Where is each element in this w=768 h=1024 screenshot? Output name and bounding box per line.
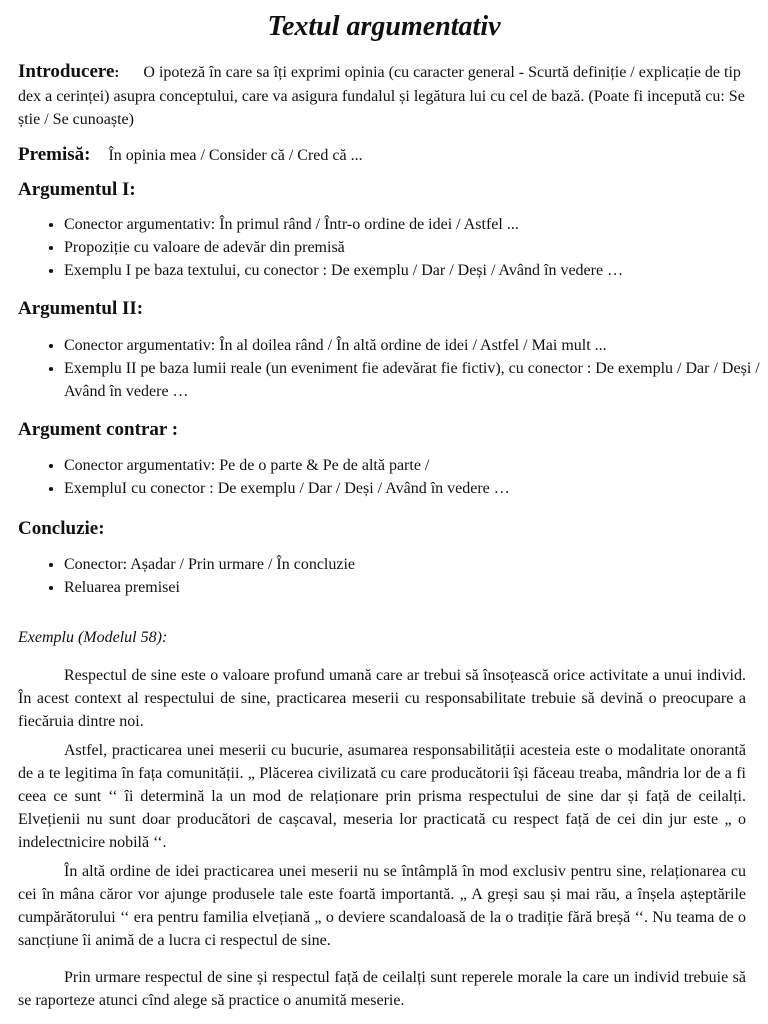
list-item: • Exemplu II pe baza lumii reale (un eveniment fie adevărat fie fictiv), cu conector : De exemplu / Dar / Deși / Având în vedere … <box>64 357 768 403</box>
section-list-argument-2 <box>18 334 768 403</box>
intro-text: O ipoteză în care sa îți exprimi opinia (cu caracter general - Scurtă definiție / explicație de tip dex a cerinței) asupra conceptului, care va asigura fundalul și legătura lui cu cel de bază. (Poate fi inceputǎ cu: Se știe / Se cunoaște) <box>18 64 745 128</box>
premisa-paragraph <box>18 143 758 167</box>
page-title: Textul argumentativ <box>267 11 501 42</box>
premisa-text: În opinia mea / Consider că / Cred că ... <box>108 147 363 164</box>
example-label: Exemplu (Modelul 58): <box>18 629 168 646</box>
example-paragraph: Respectul de sine este o valoare profund umană care ar trebui să însoțească orice activitate a unui individ. În acest context al respectului de sine, practicarea meserii cu responsabilitate trebuie să devină o preocupare a fiecăruia dintre noi. <box>18 667 746 730</box>
example-paragraph: Prin urmare respectul de sine și respectul față de ceilalți sunt reperele morale la care un individ trebuie să se raporteze atunci cînd alege să practice o anumită meserie. <box>18 969 746 1009</box>
list-item: • Propoziție cu valoare de adevăr din premisă <box>64 236 768 259</box>
section-list-argument-1 <box>18 213 768 282</box>
list-item: • Exemplu I pe baza textului, cu conector : De exemplu / Dar / Deși / Având în vedere … <box>64 259 768 282</box>
section-heading-argument-1: Argumentul I: <box>18 179 136 200</box>
example-paragraph: În altă ordine de idei practicarea unei meserii nu se întâmplă în mod exclusiv pentru sine, relaționarea cu cei în mâna căror vor ajunge produsele tale este foartă importantă. „ A greși sau și mai rău, a înșela așteptările cumpărătorului ‘‘ era pentru familia elvețiană „ o deviere scandaloasă de la o tradiție fără breșă ‘‘. Nu teama de o sancțiune îi animă de a lucra ci respectul de sine. <box>18 863 746 949</box>
list-item: • Conector argumentativ: În primul rând / Într-o ordine de idei / Astfel ... <box>64 213 768 236</box>
section-heading-counter-argument: Argument contrar : <box>18 419 179 440</box>
list-item: • Conector argumentativ: În al doilea rând / În altă ordine de idei / Astfel / Mai mult ... <box>64 334 768 357</box>
section-list-counter-argument <box>18 454 768 500</box>
section-heading-conclusion: Concluzie: <box>18 518 105 539</box>
intro-label: Introducere <box>18 61 115 82</box>
section-list-conclusion <box>18 553 768 599</box>
section-heading-argument-2: Argumentul II: <box>18 298 144 319</box>
list-item: • ExempluI cu conector : De exemplu / Dar / Deși / Având în vedere … <box>64 477 768 500</box>
list-item: • Conector: Așadar / Prin urmare / În concluzie <box>64 553 768 576</box>
list-item: • Reluarea premisei <box>64 576 768 599</box>
intro-label-colon: : <box>114 65 120 81</box>
intro-paragraph <box>18 60 758 131</box>
example-paragraph: Astfel, practicarea unei meserii cu bucurie, asumarea responsabilității acesteia este o modalitate onorantă de a te legitima în fața comunității. „ Plăcerea civilizată cu care producătorii își făceau treaba, mândria lor de a fi ceea ce sunt ‘‘ îi determină la un mod de relaționare prin prisma respectului de sine dar și față de ceilalți. Elvețienii nu sunt doar producători de cașcaval, meseria lor practicată cu respect față de cei din jur este „ o indelectnicire nobilă ‘‘. <box>18 742 746 851</box>
list-item: • Conector argumentativ: Pe de o parte & Pe de altă parte / <box>64 454 768 477</box>
premisa-label: Premisă: <box>18 144 91 165</box>
